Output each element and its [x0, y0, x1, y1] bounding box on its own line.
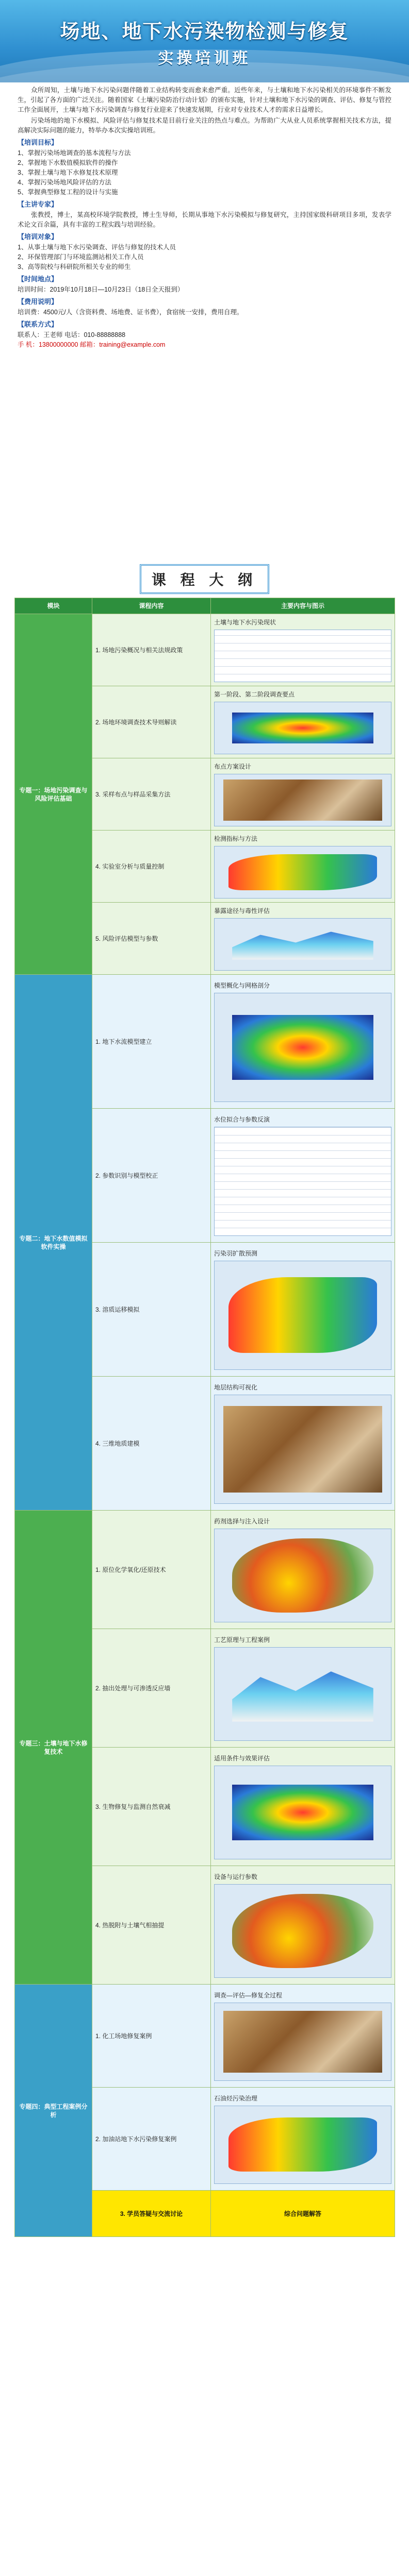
topic-cell: 3. 学员答疑与交流讨论 — [92, 2191, 211, 2237]
course-outline-table — [14, 598, 395, 2237]
detail-text: 适用条件与效果评估 — [214, 1754, 270, 1762]
detail-text: 模型概化与网格剖分 — [214, 981, 270, 989]
topic-cell: 3. 生物修复与监测自然衰减 — [92, 1748, 211, 1866]
outline-title — [0, 564, 409, 594]
illustration-image — [214, 846, 391, 899]
intro-paragraph: 污染场地的地下水模拟、风险评估与修复技术是目前行业关注的热点与难点。为帮助广大从业人员系统掌握相关技术方法，提高解决实际问题的能力，特举办本次实操培训班。 — [18, 117, 391, 134]
topic-cell: 2. 场地环境调查技术导则解读 — [92, 686, 211, 758]
table-header: 模块 — [15, 598, 92, 614]
goal-item: 3、掌握土壤与地下水修复技术原理 — [18, 169, 118, 176]
figure-shape — [228, 854, 377, 890]
topic-cell: 1. 场地污染概况与相关法规政策 — [92, 614, 211, 686]
topic-cell: 4. 三维地质建模 — [92, 1377, 211, 1511]
detail-cell — [211, 1377, 395, 1511]
detail-cell — [211, 1866, 395, 1985]
figure-shape — [223, 2011, 382, 2073]
banner-subtitle: 实操培训班 — [158, 50, 251, 67]
detail-cell — [211, 1109, 395, 1243]
table-header-row — [15, 598, 395, 614]
header-banner — [0, 0, 409, 82]
section-heading-time: 【时间地点】 — [18, 275, 58, 283]
detail-text: 药剂选择与注入设计 — [214, 1517, 270, 1525]
goal-item: 5、掌握典型修复工程的设计与实施 — [18, 189, 118, 196]
detail-text: 工艺原理与工程案例 — [214, 1636, 270, 1643]
illustration-image — [214, 2106, 391, 2184]
table-row — [15, 975, 395, 1109]
detail-cell — [211, 2088, 395, 2191]
module-cell: 专题一：场地污染调查与风险评估基础 — [15, 614, 92, 975]
figure-shape — [215, 1127, 391, 1235]
illustration-image — [214, 1884, 391, 1978]
topic-cell: 2. 加油站地下水污染修复案例 — [92, 2088, 211, 2191]
illustration-image — [214, 1647, 391, 1741]
illustration-image — [214, 774, 391, 826]
fee-text: 培训费：4500元/人（含资料费、场地费、证书费），食宿统一安排，费用自理。 — [18, 309, 243, 316]
illustration-image — [214, 2003, 391, 2081]
figure-shape — [228, 2117, 377, 2172]
goal-item: 1、掌握污染场地调查的基本流程与方法 — [18, 149, 131, 157]
figure-shape — [232, 1015, 373, 1080]
section-heading-contact: 【联系方式】 — [18, 320, 58, 328]
illustration-image — [214, 1261, 391, 1370]
topic-cell: 1. 原位化学氧化/还原技术 — [92, 1511, 211, 1629]
detail-cell — [211, 1511, 395, 1629]
figure-shape — [232, 1785, 373, 1840]
topic-cell: 2. 参数识别与模型校正 — [92, 1109, 211, 1243]
section-heading-fee: 【费用说明】 — [18, 298, 58, 306]
figure-shape — [232, 1666, 373, 1722]
audience-item: 3、高等院校与科研院所相关专业的师生 — [18, 263, 131, 270]
figure-shape — [232, 1538, 373, 1613]
section-heading-teacher: 【主讲专家】 — [18, 200, 58, 208]
detail-text: 污染羽扩散预测 — [214, 1249, 258, 1257]
detail-text: 第一阶段、第二阶段调查要点 — [214, 690, 295, 698]
contact-line: 手 机：13800000000 邮箱：training@example.com — [18, 341, 166, 348]
detail-text: 检测指标与方法 — [214, 835, 258, 842]
detail-cell — [211, 1985, 395, 2088]
section-heading-goal: 【培训目标】 — [18, 139, 58, 146]
figure-shape — [215, 630, 391, 682]
illustration-image — [214, 630, 391, 682]
detail-text: 地层结构可视化 — [214, 1383, 258, 1391]
figure-shape — [232, 929, 373, 960]
illustration-image — [214, 993, 391, 1102]
detail-text: 水位拟合与参数反演 — [214, 1115, 270, 1123]
outline-title-text: 课 程 大 纲 — [140, 564, 269, 594]
module-cell: 专题三：土壤与地下水修复技术 — [15, 1511, 92, 1985]
contact-line: 联系人：王老师 电话：010-88888888 — [18, 331, 126, 338]
topic-cell: 1. 地下水流模型建立 — [92, 975, 211, 1109]
detail-cell — [211, 1748, 395, 1866]
module-cell: 专题二：地下水数值模拟软件实操 — [15, 975, 92, 1511]
illustration-image — [214, 918, 391, 971]
illustration-image — [214, 1766, 391, 1859]
illustration-image — [214, 1529, 391, 1622]
topic-cell: 1. 化工场地修复案例 — [92, 1985, 211, 2088]
detail-cell — [211, 1629, 395, 1748]
detail-cell — [211, 758, 395, 831]
detail-text: 暴露途径与毒性评估 — [214, 907, 270, 914]
figure-shape — [232, 713, 373, 743]
table-header: 课程内容 — [92, 598, 211, 614]
detail-text: 石油烃污染治理 — [214, 2094, 258, 2102]
illustration-image — [214, 1395, 391, 1504]
goal-item: 2、掌握地下水数值模拟软件的操作 — [18, 159, 118, 166]
topic-cell: 3. 溶质运移模拟 — [92, 1243, 211, 1377]
goal-item: 4、掌握污染场地风险评估的方法 — [18, 179, 111, 186]
figure-shape — [223, 1406, 382, 1493]
module-cell: 专题四：典型工程案例分析 — [15, 1985, 92, 2237]
intro-paragraph: 众所周知，土壤与地下水污染问题伴随着工业结构转变而愈来愈严重。近些年来，与土壤和地下水污染相关的环境事件不断发生，引起了各方面的广泛关注。随着国家《土壤污染防治行动计划》的颁布实施，针对土壤和地下水污染的调查、评估、修复与管控工作全面展开，土壤与地下水污染调查与修复行业迎来了快速发展期，行业对专业技术人才的需求日益增长。 — [18, 87, 392, 113]
audience-item: 1、从事土壤与地下水污染调查、评估与修复的技术人员 — [18, 244, 176, 251]
detail-cell — [211, 614, 395, 686]
illustration-image — [214, 1127, 391, 1236]
detail-cell — [211, 975, 395, 1109]
table-row — [15, 1511, 395, 1629]
intro-section — [18, 86, 391, 350]
teacher-intro: 张教授，博士，某高校环境学院教授，博士生导师，长期从事地下水污染模拟与修复研究，主持国家级科研项目多项，发表学术论文百余篇，具有丰富的工程实践与培训经验。 — [18, 211, 391, 228]
detail-text: 布点方案设计 — [214, 762, 252, 770]
figure-shape — [232, 1894, 373, 1968]
figure-shape — [223, 779, 382, 821]
table-row — [15, 1985, 395, 2088]
detail-text: 设备与运行参数 — [214, 1873, 258, 1880]
section-heading-people: 【培训对象】 — [18, 233, 58, 241]
figure-shape — [228, 1277, 377, 1353]
detail-cell — [211, 1243, 395, 1377]
banner-title: 场地、地下水污染物检测与修复 — [60, 21, 349, 43]
table-header: 主要内容与图示 — [211, 598, 395, 614]
topic-cell: 2. 抽出处理与可渗透反应墙 — [92, 1629, 211, 1748]
detail-cell — [211, 686, 395, 758]
topic-cell: 4. 热脱附与土壤气相抽提 — [92, 1866, 211, 1985]
topic-cell: 3. 采样布点与样品采集方法 — [92, 758, 211, 831]
topic-cell: 4. 实验室分析与质量控制 — [92, 831, 211, 903]
detail-cell — [211, 831, 395, 903]
audience-item: 2、环保管理部门与环境监测站相关工作人员 — [18, 253, 144, 261]
table-row — [15, 614, 395, 686]
detail-cell — [211, 903, 395, 975]
illustration-image — [214, 702, 391, 754]
topic-cell: 5. 风险评估模型与参数 — [92, 903, 211, 975]
time-text: 培训时间：2019年10月18日—10月23日（18日全天报到） — [18, 286, 184, 293]
detail-text: 土壤与地下水污染现状 — [214, 618, 276, 626]
detail-text: 调查—评估—修复全过程 — [214, 1991, 283, 1999]
detail-cell: 综合问题解答 — [211, 2191, 395, 2237]
